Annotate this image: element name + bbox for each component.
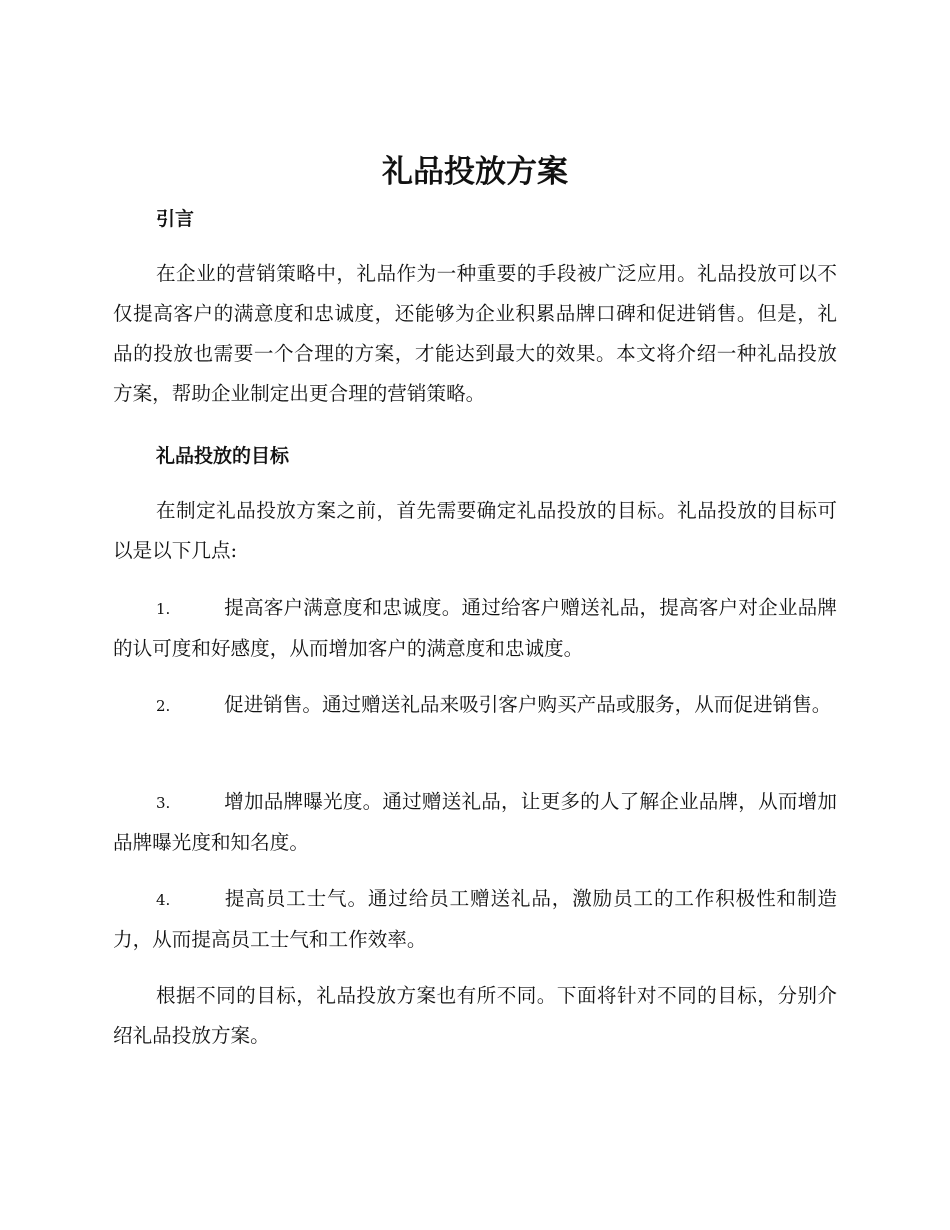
goal-list-item xyxy=(113,588,837,669)
goal-list-item xyxy=(113,782,837,863)
document-title: 礼品投放方案 xyxy=(382,154,568,190)
goal-list-item xyxy=(113,685,837,726)
goal-list-item xyxy=(113,879,837,960)
list-item-text: 提高客户满意度和忠诚度。通过给客户赠送礼品，提高客户对企业品牌的认可度和好感度，从而增加客户的满意度和忠诚度。 xyxy=(113,596,837,660)
section-heading-intro: 引言 xyxy=(156,208,195,230)
list-item-number: 2. xyxy=(156,697,171,715)
list-item-number: 3. xyxy=(156,794,171,812)
list-item-number: 4. xyxy=(156,891,171,909)
intro-paragraph: 在企业的营销策略中，礼品作为一种重要的手段被广泛应用。礼品投放可以不仅提高客户的满意度和忠诚度，还能够为企业积累品牌口碑和促进销售。但是，礼品的投放也需要一个合理的方案，才能达到最大的效果。本文将介绍一种礼品投放方案，帮助企业制定出更合理的营销策略。 xyxy=(113,262,837,405)
list-item-number: 1. xyxy=(156,600,171,618)
section-heading-goals: 礼品投放的目标 xyxy=(156,445,290,467)
goals-closing-paragraph: 根据不同的目标，礼品投放方案也有所不同。下面将针对不同的目标，分别介绍礼品投放方案。 xyxy=(113,984,837,1047)
list-item-text: 增加品牌曝光度。通过赠送礼品，让更多的人了解企业品牌，从而增加品牌曝光度和知名度。 xyxy=(113,790,837,854)
list-item-text: 提高员工士气。通过给员工赠送礼品，激励员工的工作积极性和制造力，从而提高员工士气和工作效率。 xyxy=(113,887,837,951)
list-item-text: 促进销售。通过赠送礼品来吸引客户购买产品或服务，从而促进销售。 xyxy=(224,693,832,716)
goals-intro-paragraph: 在制定礼品投放方案之前，首先需要确定礼品投放的目标。礼品投放的目标可以是以下几点: xyxy=(113,499,837,562)
